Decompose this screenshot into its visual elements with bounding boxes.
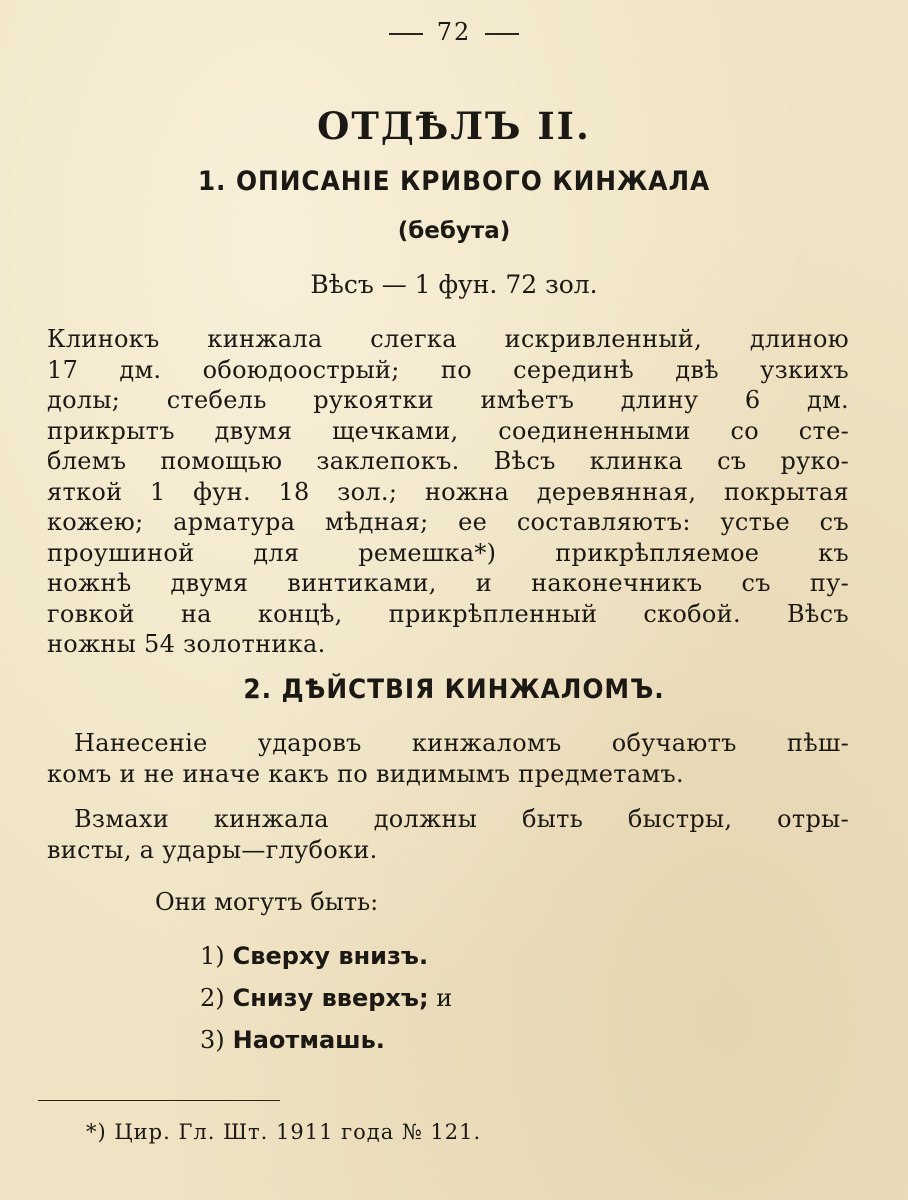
description-line: Клинокъ кинжала слегка искривленный, длиною: [47, 325, 849, 353]
page-number-header: [0, 18, 908, 46]
list-item-number: 1): [200, 942, 225, 970]
description-line: ножнѣ двумя винтиками, и наконечникъ съ пу-: [47, 569, 849, 597]
footnote: *) Цир. Гл. Шт. 1911 года № 121.: [86, 1120, 482, 1144]
footnote-rule: [38, 1100, 280, 1101]
page-number: 72: [436, 18, 472, 46]
paragraph-training: [47, 728, 849, 789]
dash-left: [389, 33, 423, 35]
heading-description: 1. ОПИСАНІЕ КРИВОГО КИНЖАЛА: [197, 166, 711, 197]
training-line: Нанесеніе ударовъ кинжаломъ обучаютъ пѣш-: [74, 729, 849, 757]
list-item-tail: и: [436, 984, 453, 1012]
list-item: [200, 942, 428, 970]
heading-actions: 2. ДѢЙСТВІЯ КИНЖАЛОМЪ.: [243, 674, 665, 705]
description-line: 17 дм. обоюдоострый; по серединѣ двѣ узкихъ: [47, 355, 849, 384]
description-paragraph: [47, 324, 849, 660]
description-line: говкой на концѣ, прикрѣпленный скобой. Вѣсъ: [47, 599, 849, 628]
list-item-text: Сверху внизъ.: [232, 942, 429, 970]
description-line: проушиной для ремешка*) прикрѣпляемое къ: [47, 538, 849, 567]
training-line: комъ и не иначе какъ по видимымъ предметамъ.: [47, 759, 684, 788]
list-item-number: 2): [200, 984, 225, 1012]
section-title: ОТДѢЛЪ II.: [317, 104, 591, 148]
list-item: [200, 1026, 385, 1054]
list-item-text: Снизу вверхъ;: [232, 984, 429, 1012]
list-intro: Они могутъ быть:: [155, 888, 379, 916]
swings-line: Взмахи кинжала должны быть быстры, отры-: [74, 805, 849, 833]
description-line: яткой 1 фун. 18 зол.; ножна деревянная, покрытая: [47, 477, 849, 506]
description-line: блемъ помощью заклепокъ. Вѣсъ клинка съ руко-: [47, 447, 849, 475]
description-line: прикрытъ двумя щечками, соединенными со сте-: [47, 416, 849, 445]
description-line: кожею; арматура мѣдная; ее составляютъ: устье съ: [47, 508, 849, 536]
list-item-text: Наотмашь.: [232, 1026, 385, 1054]
paragraph-swings: [47, 804, 849, 865]
swings-line: висты, а удары—глубоки.: [47, 835, 378, 864]
subheading-bebut: (бебута): [397, 218, 511, 244]
weight-line: Вѣсъ — 1 фун. 72 зол.: [310, 270, 598, 299]
list-item-number: 3): [200, 1026, 225, 1054]
description-line: ножны 54 золотника.: [47, 630, 326, 658]
list-item: [200, 984, 452, 1012]
description-line: долы; стебель рукоятки имѣетъ длину 6 дм.: [47, 386, 849, 414]
dash-right: [485, 33, 519, 35]
